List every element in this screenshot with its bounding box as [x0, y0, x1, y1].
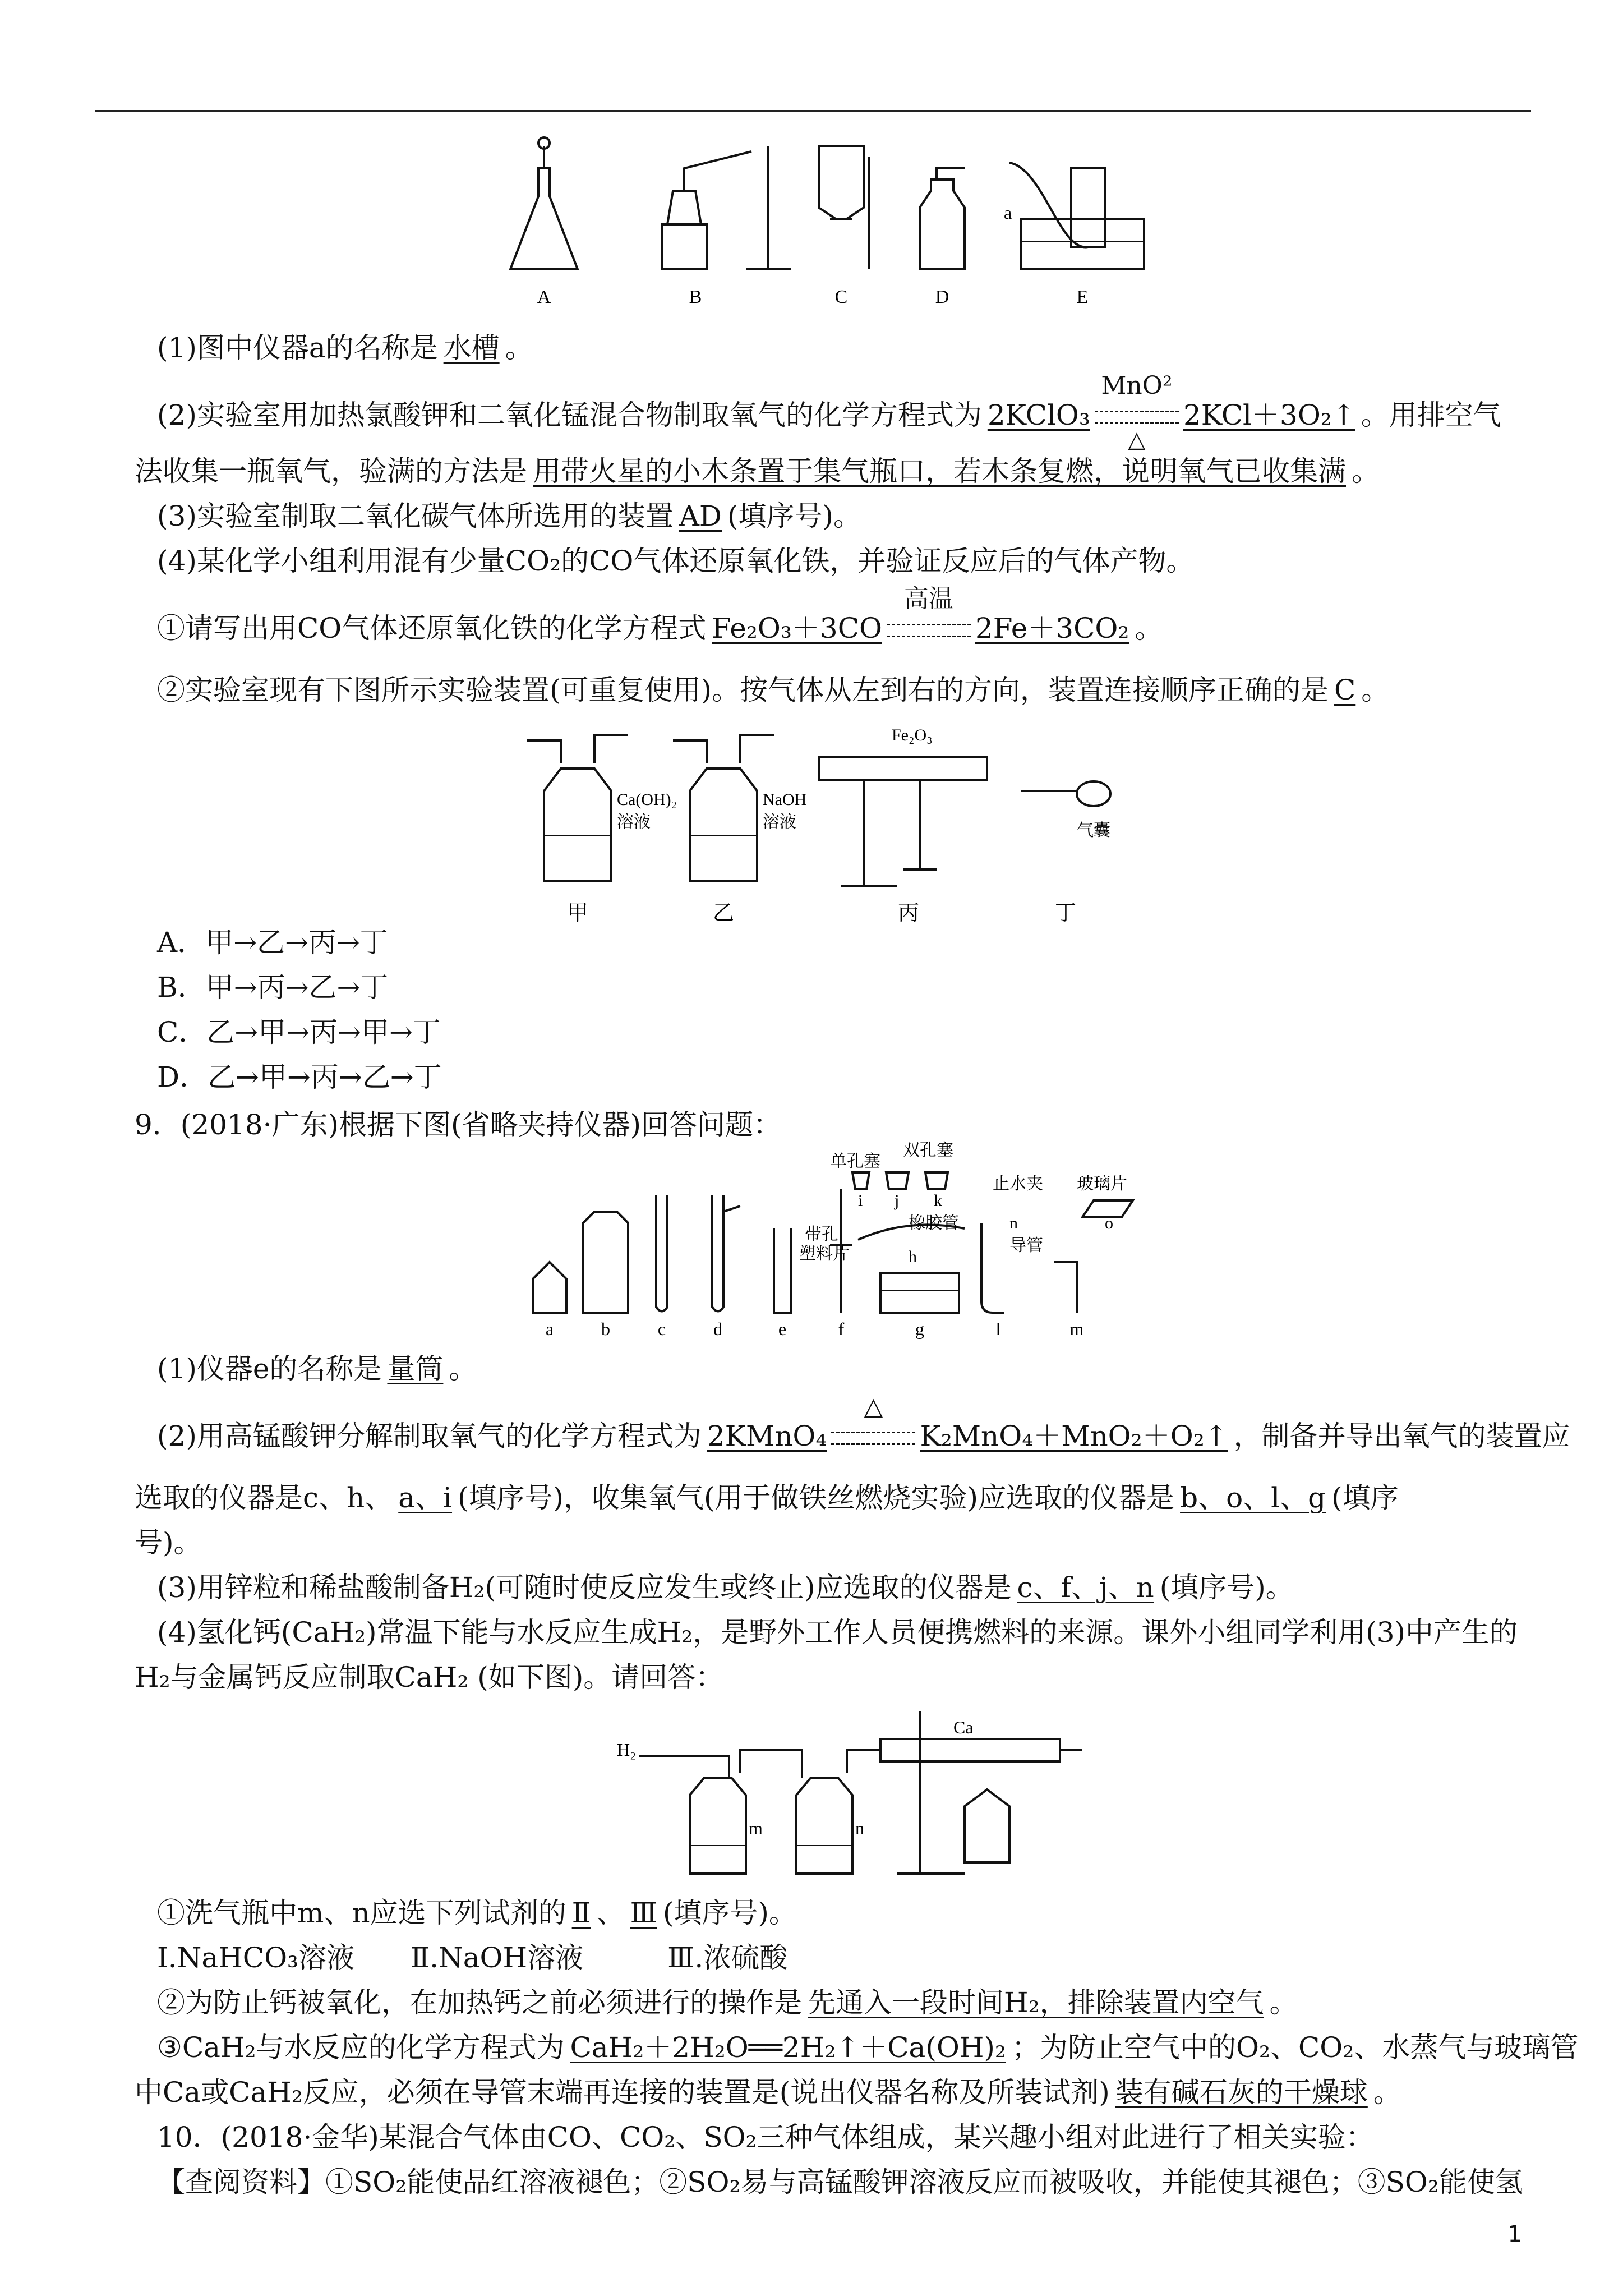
q9-p2b — [135, 1481, 1399, 1515]
q9-p2b-text: 选取的仪器是c、h、 — [135, 1481, 393, 1514]
fig3-glass-slide: 玻璃片 — [1077, 1175, 1127, 1193]
fig2-caoh2: Ca(OH)₂ — [617, 790, 677, 809]
q4-s1-equation — [706, 585, 1135, 645]
q9-p4b: H₂与金属钙反应制取CaH₂ (如下图)。请回答： — [135, 1661, 724, 1694]
page-number: 1 — [1507, 2221, 1522, 2247]
q9-p2b-answer2: b、o、l、g — [1180, 1481, 1326, 1514]
q4-s2-end: 。 — [1361, 674, 1390, 706]
fig4-h2: H₂ — [617, 1740, 637, 1760]
q4-s1-text: ①请写出用CO气体还原氧化铁的化学方程式 — [157, 612, 707, 645]
fig3-clip: 止水夹 — [993, 1175, 1043, 1193]
q9-title: 9．(2018·广东)根据下图(省略夹持仪器)回答问题： — [135, 1108, 781, 1141]
q4-s2-text: ②实验室现有下图所示实验装置(可重复使用)。按气体从左到右的方向，装置连接顺序正确的是 — [157, 674, 1329, 706]
fig3-tube: 导管 — [1009, 1236, 1043, 1255]
q9-s1-answer2: Ⅲ — [630, 1897, 657, 1929]
fig1-label-A: A — [537, 287, 551, 307]
q9-p2-left: 2KMnO₄ — [707, 1420, 827, 1452]
fig3-label-m: m — [1069, 1319, 1084, 1339]
q10-title: 10．(2018·金华)某混合气体由CO、CO₂、SO₂三种气体组成，某兴趣小组对此进行了相关实验： — [157, 2121, 1374, 2154]
q9-p3-answer: c、f、j、n — [1017, 1571, 1154, 1604]
option-b: B．甲→丙→乙→丁 — [157, 971, 389, 1004]
q4-s1-end: 。 — [1135, 612, 1163, 645]
fig3-label-f: f — [838, 1319, 845, 1339]
q9-p3-end: (填序号)。 — [1159, 1571, 1294, 1604]
q2-eq-right: 2KCl＋3O₂↑ — [1183, 399, 1355, 431]
q9-p2b-answer: a、i — [398, 1481, 453, 1514]
fig1-label-a-arrow: a — [1004, 203, 1012, 223]
q9-p3-text: (3)用锌粒和稀盐酸制备H₂(可随时使反应发生或终止)应选取的仪器是 — [157, 1571, 1012, 1604]
fig3-n: n — [1009, 1214, 1018, 1232]
q9-s3-tail: ；为防止空气中的O₂、CO₂、水蒸气与玻璃管 — [1012, 2031, 1579, 2064]
fig3-j: j — [895, 1191, 900, 1210]
figure-apparatus-jia-yi-bing-ding — [527, 724, 1200, 926]
fig3-double-stopper: 双孔塞 — [903, 1141, 953, 1159]
q2-text: (2)实验室用加热氯酸钾和二氧化锰混合物制取氧气的化学方程式为 — [157, 399, 982, 431]
q9-s1-answer1: Ⅱ — [571, 1897, 591, 1929]
fig3-h: h — [909, 1248, 917, 1266]
q9-s2-answer: 先通入一段时间H₂，排除装置内空气 — [808, 1986, 1264, 2019]
q9-p4: (4)氢化钙(CaH₂)常温下能与水反应生成H₂，是野外工作人员便携燃料的来源。课外小组同学利用(3)中产生的 — [157, 1616, 1518, 1649]
q9-p2c: 号)。 — [135, 1526, 202, 1559]
fig3-label-l: l — [995, 1319, 1001, 1339]
fig1-label-C: C — [834, 287, 848, 307]
q4-line — [157, 544, 1194, 578]
q9-p2-condition: △ — [831, 1419, 915, 1453]
fig3-rubber-tube: 橡胶管 — [909, 1214, 959, 1232]
fig2-fe2o3: Fe₂O₃ — [892, 726, 933, 744]
option-d: D．乙→甲→丙→乙→丁 — [157, 1061, 442, 1093]
q4-s1-left: Fe₂O₃＋3CO — [712, 612, 882, 645]
q9-s3b-end: 。 — [1373, 2076, 1401, 2109]
q2-eq-left: 2KClO₃ — [987, 399, 1090, 431]
q9-s1-sep: 、 — [596, 1897, 625, 1929]
fig2-label-yi: 乙 — [712, 901, 735, 925]
q9-p2 — [157, 1392, 1570, 1453]
figure-q9-instruments — [516, 1141, 1189, 1341]
top-rule — [95, 110, 1531, 112]
fig3-label-c: c — [657, 1319, 666, 1339]
q9-s3b-text: 中Ca或CaH₂反应，必须在导管末端再连接的装置是(说出仪器名称及所装试剂) — [135, 2076, 1110, 2109]
q4-s2-line — [157, 673, 1389, 707]
q9-reagents: Ⅰ.NaHCO₃溶液 Ⅱ.NaOH溶液 Ⅲ.浓硫酸 — [157, 1941, 788, 1974]
q9-p3 — [157, 1571, 1294, 1604]
q4-s1-condition — [887, 585, 971, 645]
q1-answer: 水槽 — [443, 332, 500, 364]
figure-apparatus-a-e — [505, 135, 1178, 320]
fig3-label-a: a — [545, 1319, 554, 1339]
fig2-label-jia: 甲 — [566, 901, 589, 925]
q4-s1-right: 2Fe＋3CO₂ — [975, 612, 1129, 645]
q9-s1 — [157, 1896, 797, 1930]
q3-line — [157, 499, 861, 533]
fig3-o: o — [1105, 1214, 1113, 1232]
q9-s3-text: ③CaH₂与水反应的化学方程式为 — [157, 2031, 565, 2064]
q9-s1-text: ①洗气瓶中m、n应选下列试剂的 — [157, 1897, 566, 1929]
q9-p1-end: 。 — [449, 1352, 477, 1385]
fig3-label-d: d — [713, 1319, 722, 1339]
q9-p2-tail: ，制备并导出氧气的装置应 — [1233, 1420, 1570, 1452]
fig3-single-stopper: 单孔塞 — [830, 1152, 880, 1171]
q9-p1 — [157, 1352, 477, 1386]
q9-s3 — [157, 2031, 1578, 2064]
fig1-label-D: D — [935, 287, 949, 307]
fig3-label-e: e — [778, 1319, 787, 1339]
fig3-label-b: b — [601, 1319, 610, 1339]
q9-s3-answer: CaH₂＋2H₂O══2H₂↑＋Ca(OH)₂ — [570, 2031, 1006, 2064]
fig3-hole: 带孔 — [805, 1225, 838, 1244]
option-a: A．甲→乙→丙→丁 — [157, 926, 388, 959]
option-c: C．乙→甲→丙→甲→丁 — [157, 1016, 441, 1048]
q1-end: 。 — [505, 332, 533, 364]
q9-p2-text: (2)用高锰酸钾分解制取氧气的化学方程式为 — [157, 1420, 702, 1452]
q4-text: (4)某化学小组利用混有少量CO₂的CO气体还原氧化铁，并验证反应后的气体产物。 — [157, 545, 1195, 577]
q9-p1-text: (1)仪器e的名称是 — [157, 1352, 382, 1385]
fig2-caoh2-sol: 溶液 — [617, 813, 651, 831]
q9-p1-answer: 量筒 — [387, 1352, 444, 1385]
q2-line2 — [135, 454, 1380, 488]
q9-p2-right: K₂MnO₄＋MnO₂＋O₂↑ — [920, 1420, 1228, 1452]
q2-equation — [982, 371, 1361, 453]
q2-line — [157, 371, 1501, 453]
fig2-naoh: NaOH — [763, 790, 807, 809]
q2-condition: MnO² △ — [1095, 398, 1179, 432]
q9-s2-end: 。 — [1269, 1986, 1298, 2019]
q4-s1-cond-top: 高温 — [903, 585, 953, 613]
fig4-ca: Ca — [953, 1717, 974, 1737]
fig4-m: m — [749, 1818, 763, 1838]
q2-end2: 。 — [1352, 455, 1380, 487]
q2-line2-text: 法收集一瓶氧气，验满的方法是 — [135, 455, 527, 487]
q2-cond-top: MnO² — [1101, 371, 1173, 400]
fig2-label-bing: 丙 — [897, 901, 920, 925]
q1-line — [157, 331, 533, 365]
figure-cah2-apparatus — [617, 1705, 1088, 1885]
fig3-label-g: g — [915, 1319, 924, 1339]
q3-tail: (填序号)。 — [727, 500, 862, 532]
q4-s2-answer: C — [1334, 674, 1356, 706]
fig3-k: k — [934, 1191, 942, 1210]
q10-p1: 【查阅资料】①SO₂能使品红溶液褪色；②SO₂易与高锰酸钾溶液反应而被吸收，并能使其褪色；③SO₂能使氢 — [157, 2166, 1523, 2198]
fig2-naoh-sol: 溶液 — [763, 813, 796, 831]
q9-s1-end: (填序号)。 — [662, 1897, 797, 1929]
fig3-i: i — [858, 1191, 863, 1210]
fig1-label-E: E — [1076, 287, 1089, 307]
q1-text: (1)图中仪器a的名称是 — [157, 332, 438, 364]
q9-p2b-end: (填序 — [1331, 1481, 1399, 1514]
q9-p2b-mid: (填序号)，收集氧气(用于做铁丝燃烧实验)应选取的仪器是 — [458, 1481, 1175, 1514]
fig1-label-B: B — [689, 287, 702, 307]
q9-s2 — [157, 1986, 1298, 2019]
fig2-label-ding: 丁 — [1054, 901, 1077, 925]
fig4-n: n — [855, 1818, 864, 1838]
q3-answer: AD — [679, 500, 722, 532]
q9-s3b-answer: 装有碱石灰的干燥球 — [1115, 2076, 1368, 2109]
q9-p2-equation — [702, 1392, 1234, 1452]
q9-s2-text: ②为防止钙被氧化，在加热钙之前必须进行的操作是 — [157, 1986, 802, 2019]
q3-text: (3)实验室制取二氧化碳气体所选用的装置 — [157, 500, 674, 532]
q2-tail: 。用排空气 — [1361, 399, 1501, 431]
fig3-plastic: 塑料片 — [799, 1245, 850, 1263]
fig2-bag: 气囊 — [1077, 821, 1110, 840]
q9-s3b — [135, 2076, 1401, 2109]
q4-s1-line — [157, 585, 1163, 645]
q2-answer2: 用带火星的小木条置于集气瓶口，若木条复燃，说明氧气已收集满 — [533, 455, 1346, 487]
